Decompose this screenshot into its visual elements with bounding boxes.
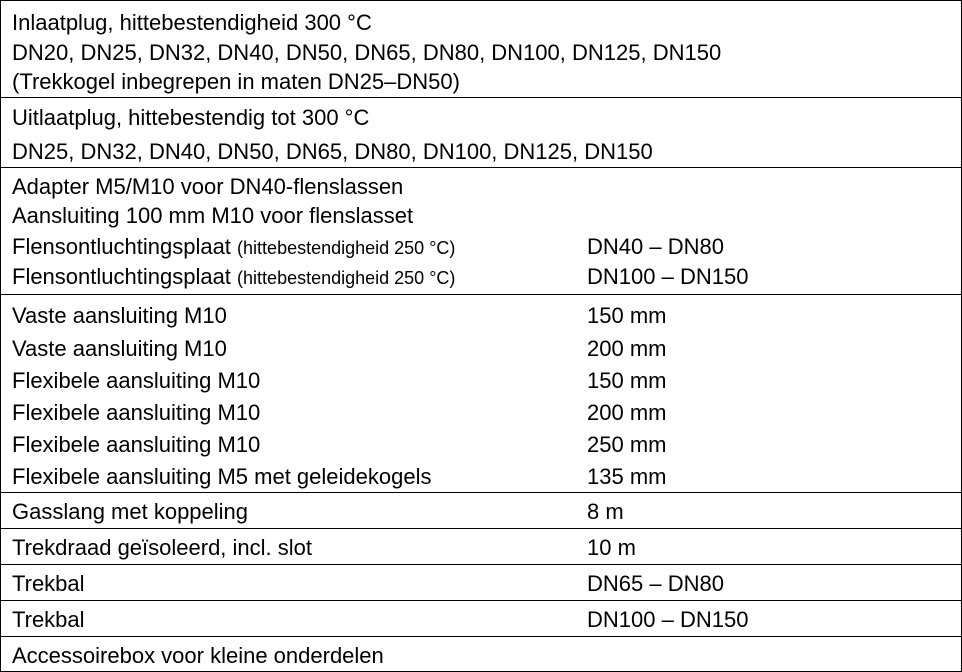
table-row bbox=[1, 493, 961, 529]
item-description: Accessoirebox voor kleine onderdelen bbox=[12, 643, 384, 668]
item-note: (hittebestendigheid 250 °C) bbox=[237, 238, 456, 258]
item-description: Vaste aansluiting M10 bbox=[12, 303, 227, 328]
table-row bbox=[1, 1, 961, 98]
item-size: 150 mm bbox=[587, 303, 667, 328]
item-size: 150 mm bbox=[587, 368, 667, 393]
item-description: Inlaatplug, hittebestendigheid 300 °C bbox=[12, 10, 372, 35]
item-size: 200 mm bbox=[587, 336, 667, 361]
item-size: 200 mm bbox=[587, 400, 667, 425]
table-row bbox=[1, 529, 961, 565]
item-description: (Trekkogel inbegrepen in maten DN25–DN50) bbox=[12, 69, 460, 94]
item-description: DN20, DN25, DN32, DN40, DN50, DN65, DN80, DN100, DN125, DN150 bbox=[12, 40, 722, 65]
item-description: Trekdraad geïsoleerd, incl. slot bbox=[12, 535, 312, 560]
table-row bbox=[1, 295, 961, 493]
item-size: DN40 – DN80 bbox=[587, 234, 724, 259]
item-description: Aansluiting 100 mm M10 voor flenslasset bbox=[12, 203, 414, 228]
item-note: (hittebestendigheid 250 °C) bbox=[237, 268, 456, 288]
item-size: 135 mm bbox=[587, 464, 667, 489]
item-description: Flexibele aansluiting M10 bbox=[12, 432, 261, 457]
item-description: Flexibele aansluiting M10 bbox=[12, 368, 261, 393]
item-description: DN25, DN32, DN40, DN50, DN65, DN80, DN100, DN125, DN150 bbox=[12, 139, 653, 164]
table-row bbox=[1, 98, 961, 168]
item-description: Adapter M5/M10 voor DN40-flenslassen bbox=[12, 174, 404, 199]
table-row bbox=[1, 168, 961, 295]
item-description: Flexibele aansluiting M10 bbox=[12, 400, 261, 425]
item-size: DN65 – DN80 bbox=[587, 571, 724, 596]
item-description: Gasslang met koppeling bbox=[12, 499, 249, 524]
item-size: DN100 – DN150 bbox=[587, 264, 749, 289]
table-row bbox=[1, 601, 961, 637]
item-description: Uitlaatplug, hittebestendig tot 300 °C bbox=[12, 105, 370, 130]
item-description: Trekbal bbox=[12, 571, 85, 596]
item-size: DN100 – DN150 bbox=[587, 607, 749, 632]
item-size: 250 mm bbox=[587, 432, 667, 457]
table-row bbox=[1, 565, 961, 601]
item-description bbox=[12, 266, 455, 288]
item-name: Flensontluchtingsplaat bbox=[12, 234, 231, 259]
item-description: Vaste aansluiting M10 bbox=[12, 336, 227, 361]
item-size: 8 m bbox=[587, 499, 624, 524]
item-description: Flexibele aansluiting M5 met geleidekogels bbox=[12, 464, 432, 489]
item-description bbox=[12, 236, 455, 258]
item-size: 10 m bbox=[587, 535, 636, 560]
item-description: Trekbal bbox=[12, 607, 85, 632]
table-row bbox=[1, 637, 961, 670]
item-name: Flensontluchtingsplaat bbox=[12, 264, 231, 289]
